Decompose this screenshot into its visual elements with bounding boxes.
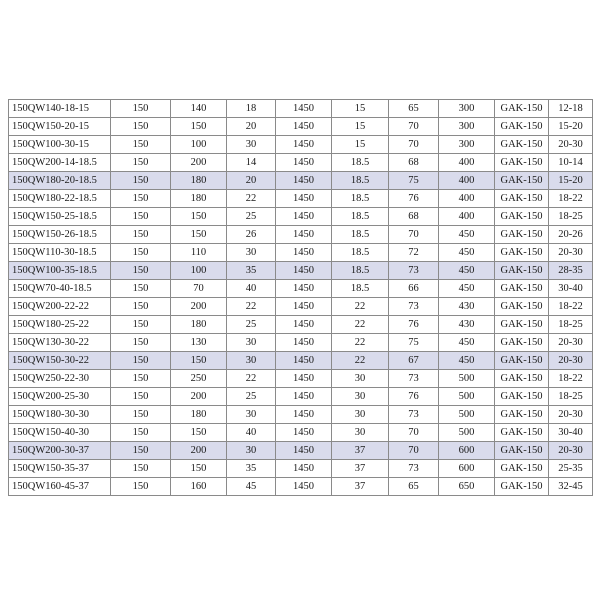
col4-cell: 30 <box>227 136 276 154</box>
col4-cell: 14 <box>227 154 276 172</box>
col6-cell: 30 <box>332 388 389 406</box>
col10-cell: 25-35 <box>549 460 593 478</box>
col5-cell: 1450 <box>276 442 332 460</box>
col9-cell: GAK-150 <box>495 226 549 244</box>
col3-cell: 100 <box>171 262 227 280</box>
col3-cell: 100 <box>171 136 227 154</box>
col6-cell: 15 <box>332 100 389 118</box>
col7-cell: 70 <box>389 226 439 244</box>
col6-cell: 18.5 <box>332 226 389 244</box>
col2-cell: 150 <box>111 280 171 298</box>
table-row <box>9 298 593 316</box>
table-row <box>9 154 593 172</box>
col10-cell: 15-20 <box>549 118 593 136</box>
col6-cell: 18.5 <box>332 190 389 208</box>
col7-cell: 73 <box>389 406 439 424</box>
col2-cell: 150 <box>111 136 171 154</box>
col9-cell: GAK-150 <box>495 136 549 154</box>
col5-cell: 1450 <box>276 298 332 316</box>
col8-cell: 500 <box>439 370 495 388</box>
col7-cell: 70 <box>389 424 439 442</box>
col9-cell: GAK-150 <box>495 208 549 226</box>
col10-cell: 20-30 <box>549 442 593 460</box>
col5-cell: 1450 <box>276 118 332 136</box>
col4-cell: 30 <box>227 244 276 262</box>
col6-cell: 22 <box>332 316 389 334</box>
col9-cell: GAK-150 <box>495 190 549 208</box>
col2-cell: 150 <box>111 100 171 118</box>
table-row <box>9 478 593 496</box>
col4-cell: 30 <box>227 442 276 460</box>
model-cell: 150QW180-22-18.5 <box>9 190 111 208</box>
col5-cell: 1450 <box>276 244 332 262</box>
col10-cell: 20-30 <box>549 352 593 370</box>
col7-cell: 72 <box>389 244 439 262</box>
col7-cell: 73 <box>389 460 439 478</box>
col7-cell: 73 <box>389 262 439 280</box>
col9-cell: GAK-150 <box>495 280 549 298</box>
col8-cell: 650 <box>439 478 495 496</box>
col4-cell: 22 <box>227 190 276 208</box>
col8-cell: 500 <box>439 424 495 442</box>
col2-cell: 150 <box>111 172 171 190</box>
col3-cell: 180 <box>171 190 227 208</box>
col6-cell: 37 <box>332 478 389 496</box>
col5-cell: 1450 <box>276 388 332 406</box>
model-cell: 150QW250-22-30 <box>9 370 111 388</box>
col10-cell: 18-22 <box>549 298 593 316</box>
table-row <box>9 460 593 478</box>
col10-cell: 15-20 <box>549 172 593 190</box>
col2-cell: 150 <box>111 406 171 424</box>
col7-cell: 75 <box>389 172 439 190</box>
col5-cell: 1450 <box>276 154 332 172</box>
col3-cell: 110 <box>171 244 227 262</box>
col6-cell: 30 <box>332 406 389 424</box>
col9-cell: GAK-150 <box>495 370 549 388</box>
model-cell: 150QW100-30-15 <box>9 136 111 154</box>
col4-cell: 18 <box>227 100 276 118</box>
model-cell: 150QW70-40-18.5 <box>9 280 111 298</box>
model-cell: 150QW200-25-30 <box>9 388 111 406</box>
pump-spec-table <box>8 99 593 496</box>
model-cell: 150QW150-20-15 <box>9 118 111 136</box>
col3-cell: 150 <box>171 460 227 478</box>
col4-cell: 40 <box>227 424 276 442</box>
col5-cell: 1450 <box>276 316 332 334</box>
col3-cell: 130 <box>171 334 227 352</box>
col3-cell: 180 <box>171 172 227 190</box>
col5-cell: 1450 <box>276 370 332 388</box>
col7-cell: 68 <box>389 208 439 226</box>
col7-cell: 76 <box>389 388 439 406</box>
col9-cell: GAK-150 <box>495 100 549 118</box>
col3-cell: 150 <box>171 208 227 226</box>
col4-cell: 30 <box>227 406 276 424</box>
col10-cell: 20-26 <box>549 226 593 244</box>
col10-cell: 28-35 <box>549 262 593 280</box>
col2-cell: 150 <box>111 190 171 208</box>
col8-cell: 500 <box>439 388 495 406</box>
model-cell: 150QW180-30-30 <box>9 406 111 424</box>
table-row <box>9 208 593 226</box>
col5-cell: 1450 <box>276 424 332 442</box>
col8-cell: 450 <box>439 334 495 352</box>
table-row <box>9 190 593 208</box>
col9-cell: GAK-150 <box>495 424 549 442</box>
col10-cell: 18-22 <box>549 370 593 388</box>
col3-cell: 70 <box>171 280 227 298</box>
col3-cell: 200 <box>171 388 227 406</box>
col7-cell: 70 <box>389 136 439 154</box>
col8-cell: 600 <box>439 442 495 460</box>
col2-cell: 150 <box>111 352 171 370</box>
table-row <box>9 100 593 118</box>
col4-cell: 25 <box>227 316 276 334</box>
col7-cell: 67 <box>389 352 439 370</box>
table-row <box>9 118 593 136</box>
col6-cell: 18.5 <box>332 280 389 298</box>
col5-cell: 1450 <box>276 352 332 370</box>
col2-cell: 150 <box>111 262 171 280</box>
col7-cell: 70 <box>389 442 439 460</box>
model-cell: 150QW150-30-22 <box>9 352 111 370</box>
col8-cell: 600 <box>439 460 495 478</box>
col2-cell: 150 <box>111 370 171 388</box>
col10-cell: 12-18 <box>549 100 593 118</box>
model-cell: 150QW200-22-22 <box>9 298 111 316</box>
col4-cell: 35 <box>227 460 276 478</box>
col5-cell: 1450 <box>276 262 332 280</box>
col3-cell: 150 <box>171 352 227 370</box>
col8-cell: 450 <box>439 244 495 262</box>
col9-cell: GAK-150 <box>495 406 549 424</box>
col10-cell: 18-25 <box>549 316 593 334</box>
col3-cell: 180 <box>171 316 227 334</box>
col8-cell: 450 <box>439 262 495 280</box>
col8-cell: 300 <box>439 136 495 154</box>
col9-cell: GAK-150 <box>495 298 549 316</box>
col5-cell: 1450 <box>276 280 332 298</box>
table-body <box>9 100 593 496</box>
col9-cell: GAK-150 <box>495 334 549 352</box>
col6-cell: 37 <box>332 460 389 478</box>
col2-cell: 150 <box>111 442 171 460</box>
col3-cell: 150 <box>171 118 227 136</box>
col10-cell: 30-40 <box>549 280 593 298</box>
col6-cell: 15 <box>332 118 389 136</box>
model-cell: 150QW180-25-22 <box>9 316 111 334</box>
model-cell: 150QW130-30-22 <box>9 334 111 352</box>
col9-cell: GAK-150 <box>495 460 549 478</box>
col7-cell: 68 <box>389 154 439 172</box>
model-cell: 150QW150-40-30 <box>9 424 111 442</box>
col3-cell: 250 <box>171 370 227 388</box>
col8-cell: 430 <box>439 316 495 334</box>
model-cell: 150QW150-35-37 <box>9 460 111 478</box>
col10-cell: 20-30 <box>549 136 593 154</box>
col6-cell: 18.5 <box>332 262 389 280</box>
col10-cell: 18-25 <box>549 388 593 406</box>
model-cell: 150QW150-25-18.5 <box>9 208 111 226</box>
col2-cell: 150 <box>111 208 171 226</box>
col3-cell: 200 <box>171 154 227 172</box>
col6-cell: 18.5 <box>332 244 389 262</box>
col2-cell: 150 <box>111 298 171 316</box>
col9-cell: GAK-150 <box>495 442 549 460</box>
col6-cell: 18.5 <box>332 172 389 190</box>
model-cell: 150QW200-14-18.5 <box>9 154 111 172</box>
col2-cell: 150 <box>111 334 171 352</box>
col5-cell: 1450 <box>276 172 332 190</box>
col8-cell: 400 <box>439 208 495 226</box>
col4-cell: 20 <box>227 172 276 190</box>
col6-cell: 18.5 <box>332 208 389 226</box>
model-cell: 150QW140-18-15 <box>9 100 111 118</box>
col8-cell: 450 <box>439 226 495 244</box>
col3-cell: 200 <box>171 298 227 316</box>
col5-cell: 1450 <box>276 136 332 154</box>
col2-cell: 150 <box>111 244 171 262</box>
col5-cell: 1450 <box>276 334 332 352</box>
col5-cell: 1450 <box>276 190 332 208</box>
col8-cell: 300 <box>439 100 495 118</box>
col10-cell: 30-40 <box>549 424 593 442</box>
col6-cell: 30 <box>332 370 389 388</box>
col4-cell: 30 <box>227 352 276 370</box>
col9-cell: GAK-150 <box>495 316 549 334</box>
col8-cell: 430 <box>439 298 495 316</box>
col8-cell: 300 <box>439 118 495 136</box>
col7-cell: 75 <box>389 334 439 352</box>
col3-cell: 180 <box>171 406 227 424</box>
col9-cell: GAK-150 <box>495 172 549 190</box>
model-cell: 150QW110-30-18.5 <box>9 244 111 262</box>
col7-cell: 73 <box>389 298 439 316</box>
table-row <box>9 352 593 370</box>
table-row <box>9 406 593 424</box>
col9-cell: GAK-150 <box>495 118 549 136</box>
col2-cell: 150 <box>111 118 171 136</box>
table-row <box>9 388 593 406</box>
col7-cell: 70 <box>389 118 439 136</box>
col9-cell: GAK-150 <box>495 478 549 496</box>
col3-cell: 160 <box>171 478 227 496</box>
col9-cell: GAK-150 <box>495 388 549 406</box>
table-row <box>9 424 593 442</box>
col6-cell: 22 <box>332 298 389 316</box>
col5-cell: 1450 <box>276 208 332 226</box>
col8-cell: 400 <box>439 190 495 208</box>
col10-cell: 32-45 <box>549 478 593 496</box>
col6-cell: 22 <box>332 352 389 370</box>
col7-cell: 65 <box>389 100 439 118</box>
col5-cell: 1450 <box>276 226 332 244</box>
col4-cell: 22 <box>227 370 276 388</box>
col6-cell: 37 <box>332 442 389 460</box>
col9-cell: GAK-150 <box>495 262 549 280</box>
col4-cell: 40 <box>227 280 276 298</box>
col3-cell: 150 <box>171 424 227 442</box>
table-row <box>9 136 593 154</box>
col9-cell: GAK-150 <box>495 154 549 172</box>
col7-cell: 65 <box>389 478 439 496</box>
col10-cell: 20-30 <box>549 406 593 424</box>
col9-cell: GAK-150 <box>495 244 549 262</box>
col4-cell: 26 <box>227 226 276 244</box>
table-row <box>9 226 593 244</box>
col2-cell: 150 <box>111 388 171 406</box>
col7-cell: 76 <box>389 316 439 334</box>
col4-cell: 22 <box>227 298 276 316</box>
col4-cell: 30 <box>227 334 276 352</box>
col4-cell: 25 <box>227 208 276 226</box>
col6-cell: 30 <box>332 424 389 442</box>
table-row <box>9 172 593 190</box>
model-cell: 150QW180-20-18.5 <box>9 172 111 190</box>
col7-cell: 73 <box>389 370 439 388</box>
table-row <box>9 334 593 352</box>
model-cell: 150QW150-26-18.5 <box>9 226 111 244</box>
col6-cell: 18.5 <box>332 154 389 172</box>
table-row <box>9 244 593 262</box>
col3-cell: 200 <box>171 442 227 460</box>
col8-cell: 450 <box>439 352 495 370</box>
col3-cell: 140 <box>171 100 227 118</box>
model-cell: 150QW160-45-37 <box>9 478 111 496</box>
model-cell: 150QW100-35-18.5 <box>9 262 111 280</box>
col4-cell: 35 <box>227 262 276 280</box>
col10-cell: 10-14 <box>549 154 593 172</box>
col4-cell: 25 <box>227 388 276 406</box>
col2-cell: 150 <box>111 226 171 244</box>
col5-cell: 1450 <box>276 460 332 478</box>
col2-cell: 150 <box>111 460 171 478</box>
col2-cell: 150 <box>111 316 171 334</box>
col6-cell: 22 <box>332 334 389 352</box>
table-row <box>9 316 593 334</box>
col6-cell: 15 <box>332 136 389 154</box>
col8-cell: 500 <box>439 406 495 424</box>
col5-cell: 1450 <box>276 100 332 118</box>
table-row <box>9 262 593 280</box>
col9-cell: GAK-150 <box>495 352 549 370</box>
col7-cell: 76 <box>389 190 439 208</box>
col10-cell: 20-30 <box>549 334 593 352</box>
col2-cell: 150 <box>111 424 171 442</box>
col4-cell: 20 <box>227 118 276 136</box>
col3-cell: 150 <box>171 226 227 244</box>
table-row <box>9 280 593 298</box>
col8-cell: 400 <box>439 154 495 172</box>
table-row <box>9 370 593 388</box>
col4-cell: 45 <box>227 478 276 496</box>
col5-cell: 1450 <box>276 478 332 496</box>
col2-cell: 150 <box>111 154 171 172</box>
col10-cell: 18-25 <box>549 208 593 226</box>
table-row <box>9 442 593 460</box>
col8-cell: 400 <box>439 172 495 190</box>
col7-cell: 66 <box>389 280 439 298</box>
col5-cell: 1450 <box>276 406 332 424</box>
model-cell: 150QW200-30-37 <box>9 442 111 460</box>
col2-cell: 150 <box>111 478 171 496</box>
col8-cell: 450 <box>439 280 495 298</box>
col10-cell: 20-30 <box>549 244 593 262</box>
col10-cell: 18-22 <box>549 190 593 208</box>
